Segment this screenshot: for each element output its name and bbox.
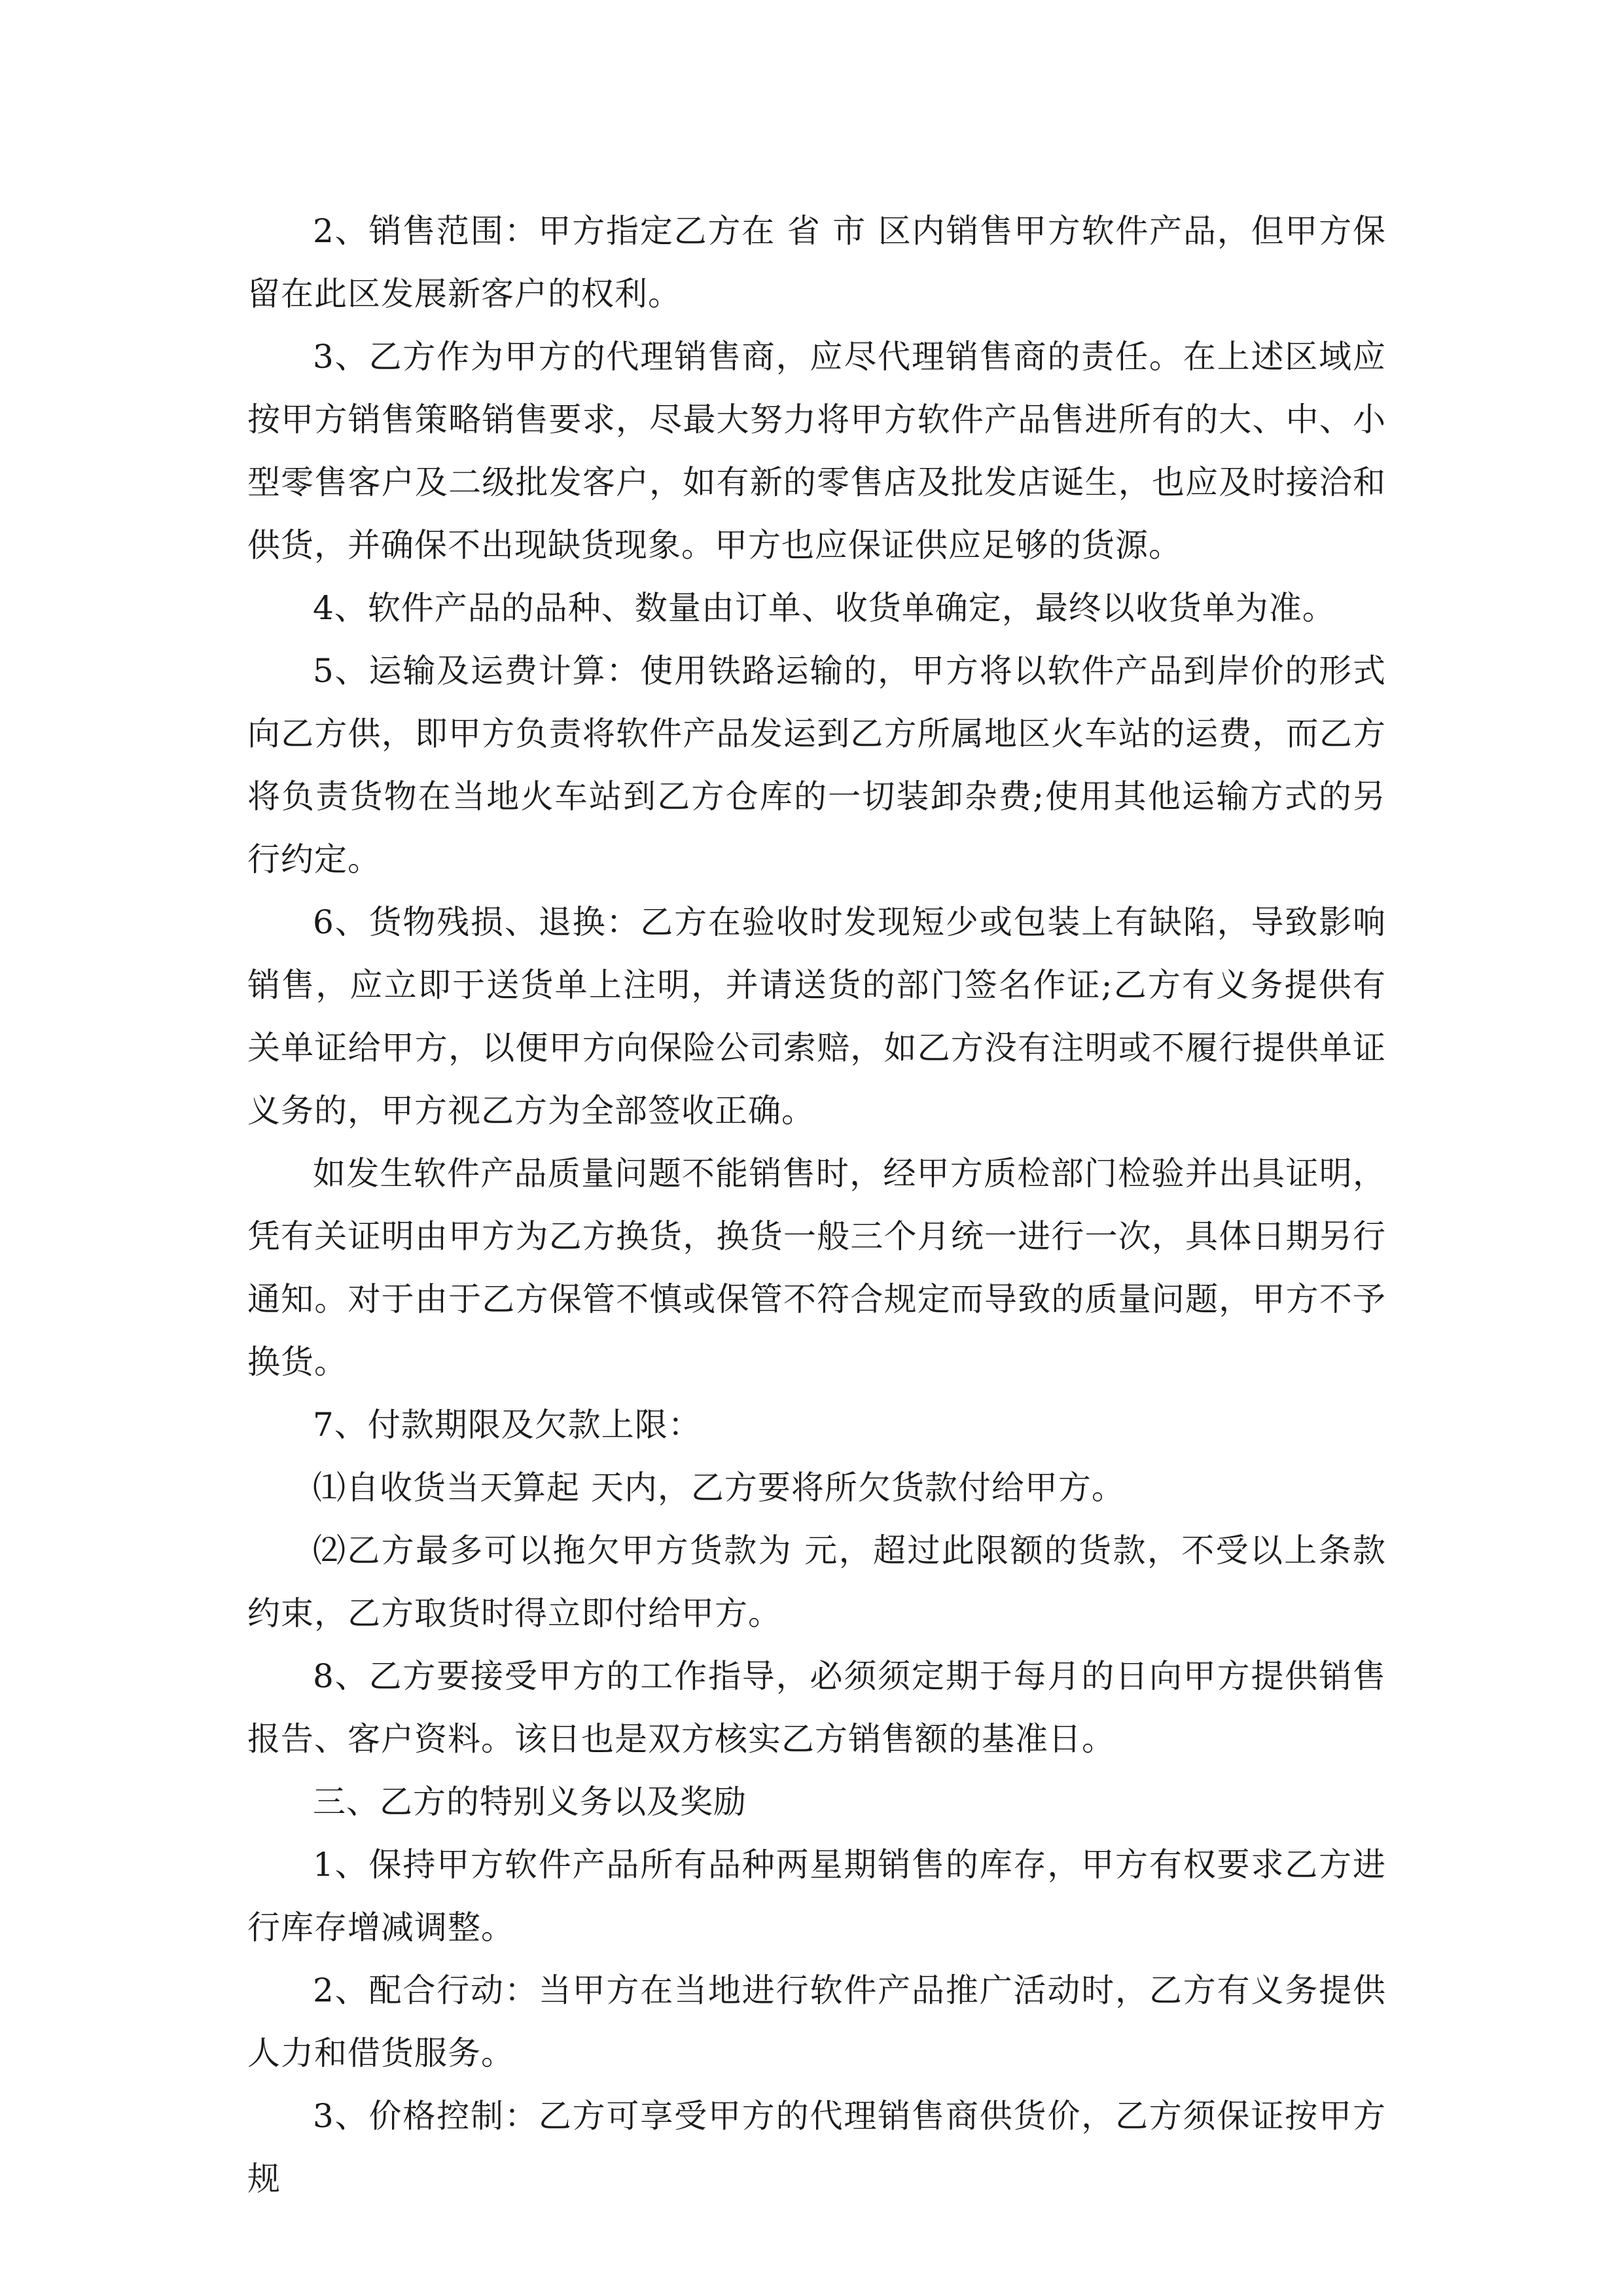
clause-sales-area: 2、销售范围：甲方指定乙方在 省 市 区内销售甲方软件产品，但甲方保留在此区发展新客户的权利。 [247,212,1386,313]
clause-damage-return: 6、货物残损、退换：乙方在验收时发现短少或包装上有缺陷，导致影响销售，应立即于送货单上注明，并请送货的部门签名作证;乙方有义务提供有关单证给甲方，以便甲方向保险公司索赔，如乙方没有注明或不履行提供单证义务的，甲方视乙方为全部签收正确。 [247,903,1386,1130]
clause-payment-terms: 7、付款期限及欠款上限： [313,1406,702,1444]
clause-sales-report: 8、乙方要接受甲方的工作指导，必须须定期于每月的日向甲方提供销售报告、客户资料。该日也是双方核实乙方销售额的基准日。 [247,1657,1386,1758]
clause-price-control: 3、价格控制：乙方可享受甲方的代理销售商供货价，乙方须保证按甲方规 [247,2097,1386,2198]
section-heading-special-obligations: 三、乙方的特别义务以及奖励 [313,1783,747,1821]
clause-payment-days: ⑴自收货当天算起 天内，乙方要将所欠货款付给甲方。 [313,1469,1125,1507]
document-body [247,200,1386,2210]
clause-credit-limit: ⑵乙方最多可以拖欠甲方货款为 元，超过此限额的货款，不受以上条款约束，乙方取货时得立即付给甲方。 [247,1532,1386,1632]
clause-quality-exchange: 如发生软件产品质量问题不能销售时，经甲方质检部门检验并出具证明，凭有关证明由甲方为乙方换货，换货一般三个月统一进行一次，具体日期另行通知。对于由于乙方保管不慎或保管不符合规定而导致的质量问题，甲方不予换货。 [247,1155,1386,1381]
clause-transport-freight: 5、运输及运费计算：使用铁路运输的，甲方将以软件产品到岸价的形式向乙方供，即甲方负责将软件产品发运到乙方所属地区火车站的运费，而乙方将负责货物在当地火车站到乙方仓库的一切装卸杂费;使用其他运输方式的另行约定。 [247,652,1386,878]
clause-agent-responsibility: 3、乙方作为甲方的代理销售商，应尽代理销售商的责任。在上述区域应按甲方销售策略销售要求，尽最大努力将甲方软件产品售进所有的大、中、小型零售客户及二级批发客户，如有新的零售店及批发店诞生，也应及时接洽和供货，并确保不出现缺货现象。甲方也应保证供应足够的货源。 [247,338,1386,564]
clause-inventory: 1、保持甲方软件产品所有品种两星期销售的库存，甲方有权要求乙方进行库存增减调整。 [247,1846,1386,1946]
clause-product-quantity: 4、软件产品的品种、数量由订单、收货单确定，最终以收货单为准。 [313,589,1336,627]
clause-cooperation: 2、配合行动：当甲方在当地进行软件产品推广活动时，乙方有义务提供人力和借货服务。 [247,1971,1386,2072]
